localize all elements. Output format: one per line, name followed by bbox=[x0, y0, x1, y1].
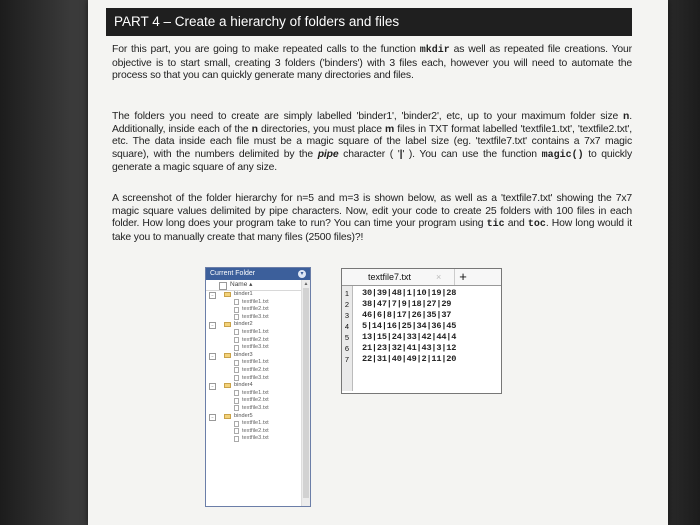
paragraph-folders bbox=[112, 111, 632, 175]
file-item[interactable] bbox=[206, 390, 302, 398]
file-icon bbox=[234, 345, 239, 351]
tab-label: textfile7.txt bbox=[368, 272, 412, 282]
folder-panel-body bbox=[206, 280, 310, 506]
name-column-header[interactable] bbox=[206, 280, 310, 291]
line-text: 21|23|32|41|43|3|12 bbox=[362, 343, 457, 353]
expand-toggle-icon[interactable]: − bbox=[209, 292, 216, 299]
item-label: textfile3.txt bbox=[242, 435, 269, 442]
panel-menu-icon[interactable]: ▾ bbox=[298, 270, 306, 278]
folder-icon bbox=[224, 322, 231, 327]
file-icon bbox=[234, 299, 239, 305]
line-text: 5|14|16|25|34|36|45 bbox=[362, 321, 457, 331]
file-item[interactable] bbox=[206, 359, 302, 367]
folder-item[interactable] bbox=[206, 413, 302, 421]
text: ' ). You can use the function bbox=[402, 148, 542, 160]
item-label: binder1 bbox=[234, 291, 253, 297]
text: files in TXT format labelled 'textfile1.txt', 'textfile2.txt', etc. The data inside each file must be a magic square of the label size (eg. 'textfile7.txt' contains a 7x7 magic square), with the numbers delimited by the bbox=[112, 123, 632, 160]
editor-line bbox=[342, 343, 501, 354]
item-label: textfile2.txt bbox=[242, 306, 269, 313]
text: to quickly generate a magic square of any size. bbox=[112, 148, 632, 174]
folder-panel-title: Current Folder bbox=[210, 270, 256, 277]
editor-content[interactable] bbox=[342, 288, 501, 365]
file-item[interactable] bbox=[206, 428, 302, 436]
expand-toggle-icon[interactable]: − bbox=[209, 322, 216, 329]
file-item[interactable] bbox=[206, 329, 302, 337]
text: The folders you need to create are simply labelled 'binder1', 'binder2', etc, up to your maximum folder size bbox=[112, 111, 624, 122]
line-number: 6 bbox=[344, 344, 350, 353]
document-page bbox=[88, 0, 668, 525]
file-icon bbox=[234, 405, 239, 411]
item-label: textfile1.txt bbox=[242, 420, 269, 427]
file-icon bbox=[234, 398, 239, 404]
text: and bbox=[504, 218, 528, 230]
expand-toggle-icon[interactable]: − bbox=[209, 414, 216, 421]
item-label: binder4 bbox=[234, 382, 253, 389]
paragraph-intro bbox=[112, 44, 632, 83]
pipe-char: | bbox=[399, 148, 403, 160]
folder-icon bbox=[224, 292, 231, 297]
folder-item[interactable] bbox=[206, 382, 302, 390]
text: character ( ' bbox=[338, 148, 400, 160]
editor-line bbox=[342, 321, 501, 332]
line-text: 38|47|7|9|18|27|29 bbox=[362, 299, 452, 309]
item-label: textfile1.txt bbox=[242, 359, 269, 366]
item-label: textfile1.txt bbox=[242, 328, 269, 335]
vertical-scrollbar[interactable] bbox=[301, 280, 310, 506]
file-icon bbox=[234, 428, 239, 434]
file-item[interactable] bbox=[206, 306, 302, 314]
folder-icon bbox=[224, 383, 231, 388]
text: as well as repeated file creations. Your objective is to start small, creating 3 folders ('binders') with 3 files each, however you will need to automate the process so that you can quickly generate many directories and files. bbox=[112, 44, 632, 82]
file-item[interactable] bbox=[206, 367, 302, 375]
code-magic: magic() bbox=[541, 149, 584, 161]
text: . How long would it take you to manually create that many files (2500 files)?! bbox=[112, 218, 632, 243]
line-text: 30|39|48|1|10|19|28 bbox=[362, 288, 457, 298]
file-icon bbox=[234, 367, 239, 373]
file-icon bbox=[234, 436, 239, 442]
text: A screenshot of the folder hierarchy for n=5 and m=3 is shown below, as well as a 'textfile7.txt' showing the 7x7 magic square values delimited by pipe characters. Now, edit your code to create 25 folders with 100 files in each folder. How long does your program take to run? You can time your program using bbox=[112, 193, 632, 230]
folder-item[interactable] bbox=[206, 352, 302, 360]
file-item[interactable] bbox=[206, 344, 302, 352]
item-label: textfile1.txt bbox=[242, 389, 269, 396]
item-label: binder3 bbox=[234, 351, 253, 358]
file-icon bbox=[234, 390, 239, 396]
code-toc: toc bbox=[527, 219, 546, 231]
file-item[interactable] bbox=[206, 337, 302, 345]
line-number: 3 bbox=[344, 311, 350, 320]
file-item[interactable] bbox=[206, 314, 302, 322]
editor-line bbox=[342, 332, 501, 343]
file-icon bbox=[234, 307, 239, 313]
item-label: textfile3.txt bbox=[242, 374, 269, 381]
editor-line bbox=[342, 299, 501, 310]
var-n: n bbox=[623, 111, 630, 122]
scroll-up-icon[interactable]: ▲ bbox=[303, 281, 309, 287]
scrollbar-thumb[interactable] bbox=[303, 288, 309, 498]
editor-line bbox=[342, 310, 501, 321]
item-label: textfile3.txt bbox=[242, 344, 269, 351]
item-label: textfile2.txt bbox=[242, 366, 269, 373]
editor-tabbar bbox=[342, 269, 501, 286]
item-label: binder2 bbox=[234, 321, 253, 328]
select-all-checkbox[interactable] bbox=[219, 282, 227, 290]
line-number: 4 bbox=[344, 322, 350, 331]
line-number: 5 bbox=[344, 333, 350, 342]
var-m: m bbox=[385, 123, 395, 135]
file-icon bbox=[234, 314, 239, 320]
line-number: 2 bbox=[344, 300, 350, 309]
file-item[interactable] bbox=[206, 397, 302, 405]
file-icon bbox=[234, 375, 239, 381]
add-tab-icon[interactable]: + bbox=[454, 269, 471, 285]
expand-toggle-icon[interactable]: − bbox=[209, 353, 216, 360]
folder-tree bbox=[206, 291, 302, 443]
file-icon bbox=[234, 360, 239, 366]
folder-icon bbox=[224, 414, 231, 419]
folder-panel-header bbox=[206, 268, 310, 280]
paragraph-task bbox=[112, 193, 632, 244]
file-item[interactable] bbox=[206, 375, 302, 383]
file-icon bbox=[234, 337, 239, 343]
item-label: binder5 bbox=[234, 412, 253, 419]
name-column-label: Name ▴ bbox=[230, 281, 253, 288]
section-title: PART 4 – Create a hierarchy of folders and files bbox=[114, 14, 400, 29]
line-text: 13|15|24|33|42|44|4 bbox=[362, 332, 457, 342]
expand-toggle-icon[interactable]: − bbox=[209, 383, 216, 390]
item-label: textfile2.txt bbox=[242, 336, 269, 343]
line-number: 7 bbox=[344, 355, 350, 364]
file-item[interactable] bbox=[206, 299, 302, 307]
close-tab-icon[interactable]: × bbox=[436, 272, 442, 282]
text: . Additionally, inside each of the bbox=[112, 111, 632, 135]
editor-line bbox=[342, 354, 501, 365]
file-item[interactable] bbox=[206, 435, 302, 443]
file-icon bbox=[234, 329, 239, 335]
line-text: 22|31|40|49|2|11|20 bbox=[362, 354, 457, 364]
code-tic: tic bbox=[486, 219, 505, 231]
editor-panel bbox=[341, 268, 502, 394]
var-n: n bbox=[251, 123, 258, 135]
item-label: textfile1.txt bbox=[242, 298, 269, 305]
line-number: 1 bbox=[344, 289, 350, 298]
file-icon bbox=[234, 421, 239, 427]
tab-textfile7[interactable] bbox=[354, 269, 452, 285]
item-label: textfile2.txt bbox=[242, 397, 269, 404]
item-label: textfile3.txt bbox=[242, 404, 269, 411]
code-mkdir: mkdir bbox=[419, 45, 450, 56]
file-item[interactable] bbox=[206, 405, 302, 413]
line-text: 46|6|8|17|26|35|37 bbox=[362, 310, 452, 320]
pipe-term: pipe bbox=[317, 148, 339, 160]
file-item[interactable] bbox=[206, 420, 302, 428]
item-label: textfile2.txt bbox=[242, 427, 269, 434]
current-folder-panel bbox=[205, 267, 311, 507]
text: For this part, you are going to make repeated calls to the function bbox=[112, 44, 420, 55]
section-header bbox=[106, 8, 632, 36]
folder-item[interactable] bbox=[206, 291, 302, 299]
editor-line bbox=[342, 288, 501, 299]
folder-icon bbox=[224, 353, 231, 358]
folder-item[interactable] bbox=[206, 321, 302, 329]
item-label: textfile3.txt bbox=[242, 313, 269, 320]
text: directories, you must place bbox=[257, 123, 386, 135]
